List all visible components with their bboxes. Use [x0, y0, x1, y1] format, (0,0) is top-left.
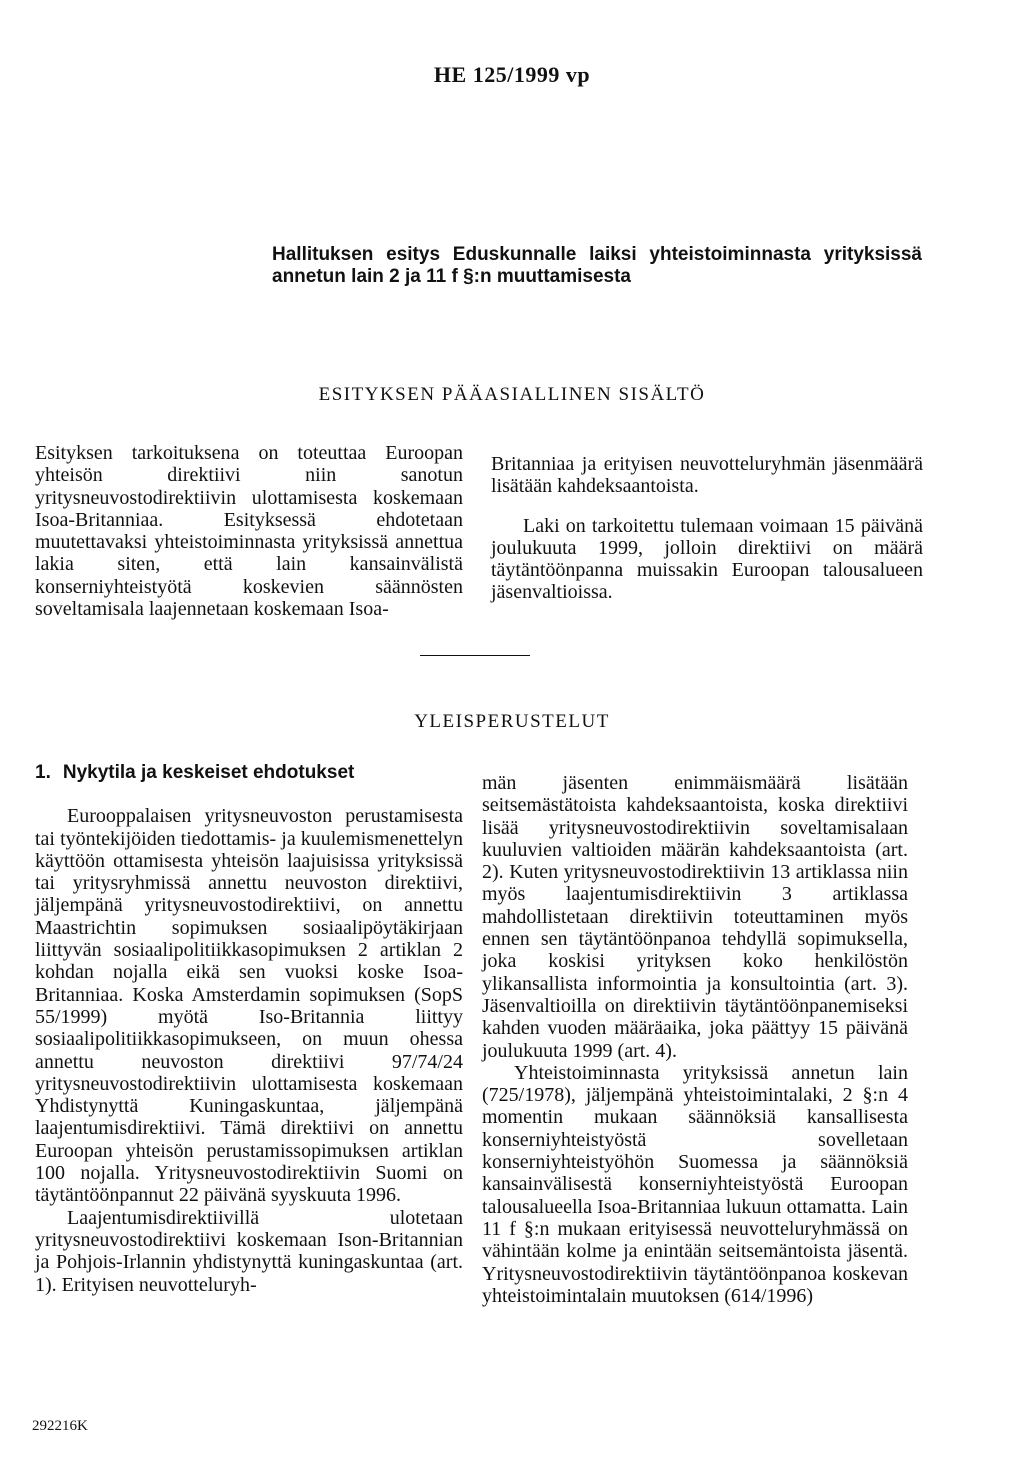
section-divider	[420, 655, 530, 656]
summary-paragraph: Laki on tarkoitettu tulemaan voimaan 15 päivänä joulukuuta 1999, jolloin direktiivi on määrä täytäntöönpanna muissakin Euroopan talousalueen jäsenvaltioissa.	[491, 514, 923, 604]
general-right-column	[482, 772, 908, 1307]
summary-heading: ESITYKSEN PÄÄASIALLINEN SISÄLTÖ	[318, 384, 706, 405]
subsection-number: 1.	[35, 762, 51, 783]
footer-code: 292216K	[32, 1418, 88, 1434]
subsection-title: Nykytila ja keskeiset ehdotukset	[62, 762, 355, 783]
summary-right-column	[491, 453, 923, 604]
document-title: Hallituksen esitys Eduskunnalle laiksi yhteistoiminnasta yrityksissä annetun lain 2 ja 11 f §:n muuttamisesta	[272, 244, 922, 287]
summary-paragraph: Esityksen tarkoituksena on toteuttaa Euroopan yhteisön direktiivi niin sanotun yritysneuvostodirektiivin ulottamisesta koskemaan Isoa-Britanniaa. Esityksessä ehdotetaan muutettavaksi yhteistoiminnasta yrityksissä annettua lakia siten, että lain kansainvälistä konserniyhteistyötä koskevien säännösten soveltamisala laajennetaan koskemaan Isoa-	[35, 442, 463, 621]
body-paragraph: Eurooppalaisen yritysneuvoston perustamisesta tai työntekijöiden tiedottamis- ja kuulemismenettelyn käyttöön ottamisesta yhteisön laajuisissa yrityksissä tai yritysryhmissä annettu neuvoston direktiivi, jäljempänä yritysneuvostodirektiivi, on annettu Maastrichtin sopimuksen sosiaalipöytäkirjaan liittyvän sosiaalipolitiikkasopimuksen 2 artiklan 2 kohdan nojalla eikä sen vuoksi koske Isoa-Britanniaa. Koska Amsterdamin sopimuksen (SopS 55/1999) myötä Iso-Britannia liittyy sosiaalipolitiikkasopimukseen, on muun ohessa annettu neuvoston direktiivi 97/74/24 yritysneuvostodirektiivin ulottamisesta koskemaan Yhdistynyttä Kuningaskuntaa, jäljempänä laajentumisdirektiivi. Tämä direktiivi on annettu Euroopan yhteisön perustamissopimuksen artiklan 100 nojalla. Yritysneuvostodirektiivin Suomi on täytäntöönpannut 22 päivänä syyskuuta 1996.	[35, 805, 463, 1207]
body-paragraph: Yhteistoiminnasta yrityksissä annetun lain (725/1978), jäljempänä yhteistoimintalaki, 2 §:n 4 momentin mukaan säännöksiä kansallisesta konserniyhteistyöstä sovelletaan konserniyhteistyöhön Suomessa ja säännöksiä kansainvälisestä konserniyhteistyöstä Euroopan talousalueella Isoa-Britanniaa lukuun ottamatta. Lain 11 f §:n mukaan erityisessä neuvotteluryhmässä on vähintään kolme ja enintään seitsemäntoista jäsentä. Yritysneuvostodirektiivin täytäntöönpanoa koskevan yhteistoimintalain muutoksen (614/1996)	[482, 1061, 908, 1307]
general-left-column	[35, 762, 463, 1296]
document-id: HE 125/1999 vp	[433, 62, 591, 87]
body-paragraph: Laajentumisdirektiivillä ulotetaan yritysneuvostodirektiivi koskemaan Ison-Britannian ja Pohjois-Irlannin yhdistynyttä kuningaskuntaa (art. 1). Erityisen neuvotteluryh-	[35, 1206, 463, 1296]
summary-paragraph: Britanniaa ja erityisen neuvotteluryhmän jäsenmäärä lisätään kahdeksaantoista.	[491, 453, 923, 498]
general-heading: YLEISPERUSTELUT	[414, 711, 610, 732]
body-paragraph: män jäsenten enimmäismäärä lisätään seitsemästätoista kahdeksaantoista, koska direktiivi lisää yritysneuvostodirektiivin soveltamisalaan kuuluvien valtioiden määrän kahdeksaantoista (art. 2). Kuten yritysneuvostodirektiivin 13 artiklassa niin myös laajentumisdirektiivin 3 artiklassa mahdollistetaan direktiivin toteuttaminen myös ennen sen täytäntöönpanoa tehdyllä sopimuksella, joka koskisi yrityksen koko henkilöstön ylikansallista informointia ja konsultointia (art. 3). Jäsenvaltioilla on direktiivin täytäntöönpanemiseksi kahden vuoden määräaika, joka päättyy 15 päivänä joulukuuta 1999 (art. 4).	[482, 772, 908, 1062]
summary-left-column	[35, 442, 463, 620]
subsection-heading	[35, 762, 463, 784]
